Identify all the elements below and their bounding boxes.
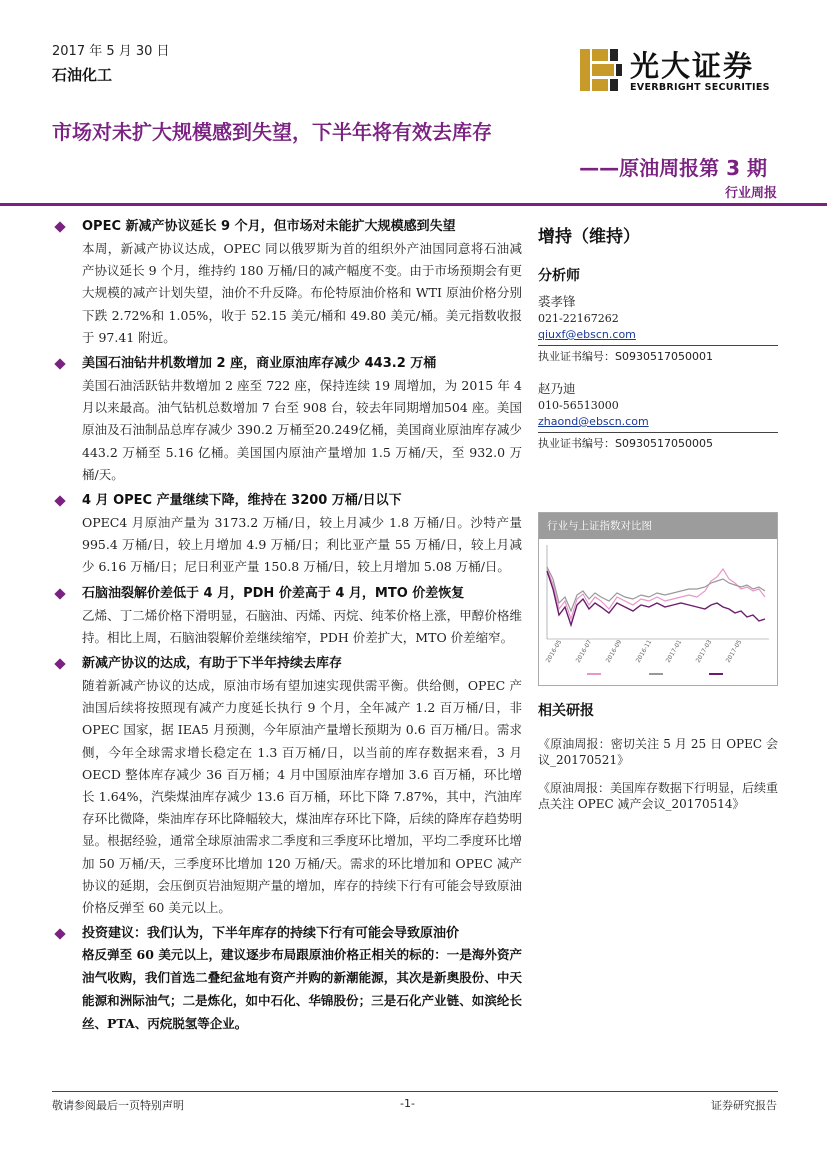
report-title: 市场对未扩大规模感到失望，下半年将有效去库存 xyxy=(52,120,492,144)
section-body: 美国石油活跃钻井数增加 2 座至 722 座，保持连续 19 周增加，为 2015 年 4 月以来最高。油气钻机总数增加 7 台至 908 台，较去年同期增加504 座。美国原油及石油制品总库存减少 390.2 万桶至20.249亿桶，美国商业原油库存减少 443.2 万桶至 5.16 亿桶。美国国内原油产量增加 1.5 万桶/天，至 932.0 万桶/天。 xyxy=(82,378,522,482)
analyst-phone: 010-56513000 xyxy=(538,399,619,412)
section-body: OPEC4 月原油产量为 3173.2 万桶/日，较上月减少 1.8 万桶/日。沙特产量 995.4 万桶/日，较上月增加 4.9 万桶/日；利比亚产量 55 万桶/日，较上月减少 6.16 万桶/日；尼日利亚产量 150.8 万桶/日，较上月增加 5.08 万桶/日。 xyxy=(82,515,522,575)
company-logo xyxy=(578,44,778,96)
index-comparison-chart xyxy=(538,512,778,686)
section-us-rigs xyxy=(52,353,522,486)
analyst-phone: 021-22167262 xyxy=(538,312,619,325)
diamond-bullet-icon xyxy=(54,221,65,232)
analysts-heading: 分析师 xyxy=(538,268,580,284)
section-heading: OPEC 新减产协议延长 9 个月，但市场对未能扩大规模感到失望 xyxy=(82,219,456,234)
section-body: 本周，新减产协议达成，OPEC 同以俄罗斯为首的组织外产油国同意将石油减产协议延长 9 个月，维持约 180 万桶/日的减产幅度不变。由于市场预期会有更大规模的减产计划失望，油价不升反降。布伦特原油价格和 WTI 原油价格分别下跌 2.72%和 1.05%，收于 52.15 美元/桶和 49.80 美元/桶。美元指数收报于 97.41 附近。 xyxy=(82,241,522,345)
section-heading: 石脑油裂解价差低于 4 月，PDH 价差高于 4 月，MTO 价差恢复 xyxy=(82,585,465,601)
divider xyxy=(538,432,778,433)
logo-text-cn: 光大证券 xyxy=(630,49,755,83)
header-divider xyxy=(0,203,827,206)
svg-text:2016-09: 2016-09 xyxy=(604,638,624,664)
svg-text:2017-05: 2017-05 xyxy=(724,638,744,664)
diamond-bullet-icon xyxy=(54,658,65,669)
analyst-cert: 执业证书编号：S0930517050005 xyxy=(538,437,713,450)
diamond-bullet-icon xyxy=(54,495,65,506)
svg-text:2016-07: 2016-07 xyxy=(574,638,594,664)
analyst-cert: 执业证书编号：S0930517050001 xyxy=(538,350,713,363)
logo-text-en: EVERBRIGHT SECURITIES xyxy=(630,82,770,93)
divider xyxy=(538,345,778,346)
svg-text:2016-11: 2016-11 xyxy=(634,638,654,664)
section-destocking xyxy=(52,653,522,919)
footer-divider xyxy=(52,1091,778,1092)
section-spreads xyxy=(52,583,522,649)
chart-title: 行业与上证指数对比图 xyxy=(539,513,777,539)
section-heading: 4 月 OPEC 产量继续下降，维持在 3200 万桶/日以下 xyxy=(82,493,402,509)
section-opec-agreement xyxy=(52,216,522,349)
rating: 增持（维持） xyxy=(538,227,640,247)
related-report-link[interactable]: 《原油周报：美国库存数据下行明显，后续重点关注 OPEC 减产会议_20170514》 xyxy=(538,781,779,811)
analyst-name: 裘孝锋 xyxy=(538,294,576,309)
analyst-card xyxy=(538,293,778,366)
section-body: 随着新减产协议的达成，原油市场有望加速实现供需平衡。供给侧，OPEC 产油国后续将按照现有减产力度延长执行 9 个月，全年减产 1.2 百万桶/日，非 OPEC 国家，据 IEA5 月预测，今年原油产量增长预期为 0.6 百万桶/日。需求侧，今年全球需求增长稳定在 1.3 百万桶/日，以当前的库存数据来看，3 月 OECD 整体库存减少 36 百万桶；4 月中国原油库存增加 3.6 百万桶，环比增长 1.64%，汽柴煤油库存减少 13.6 百万桶，环比下降 7.87%，其中，汽油库存环比微降，柴油库存环比降幅较大，煤油库存环比下降，后续的降库存趋势明显。根据经验，通常全球原油需求二季度和三季度环比增加，平均二季度环比增加 50 万桶/天，三季度环比增加 120 万桶/天。需求的环比增加和 OPEC 减产协议的延期，会压倒页岩油短期产量的增加，库存的持续下行有可能会导致原油价格反弹至 60 美元以上。 xyxy=(82,678,522,916)
analyst-email-link[interactable]: qiuxf@ebscn.com xyxy=(538,328,636,341)
chart-figure xyxy=(539,539,777,685)
section-body: 乙烯、丁二烯价格下滑明显，石脑油、丙烯、丙烷、纯苯价格上涨，甲醇价格维持。相比上周，石脑油裂解价差继续缩窄，PDH 价差扩大，MTO 价差缩窄。 xyxy=(82,607,522,645)
section-investment-advice xyxy=(52,923,522,1035)
diamond-bullet-icon xyxy=(54,358,65,369)
diamond-bullet-icon xyxy=(54,588,65,599)
section-heading: 投资建议：我们认为，下半年库存的持续下行有可能会导致原油价 xyxy=(82,926,460,942)
svg-text:2016-05: 2016-05 xyxy=(544,638,564,664)
section-heading: 美国石油钻井机数增加 2 座，商业原油库存减少 443.2 万桶 xyxy=(82,356,437,372)
sector-label: 石油化工 xyxy=(52,66,113,84)
analyst-email-link[interactable]: zhaond@ebscn.com xyxy=(538,415,649,428)
analyst-name: 赵乃迪 xyxy=(538,381,576,396)
section-opec-output xyxy=(52,490,522,579)
related-reports-heading: 相关研报 xyxy=(538,703,594,719)
svg-text:2017-03: 2017-03 xyxy=(694,638,714,664)
footer-doc-type: 证券研究报告 xyxy=(711,1099,777,1112)
main-content xyxy=(52,216,522,1039)
page-number: -1- xyxy=(400,1097,415,1110)
related-report-link[interactable]: 《原油周报：密切关注 5 月 25 日 OPEC 会议_20170521》 xyxy=(538,737,778,767)
diamond-bullet-icon xyxy=(54,929,65,940)
chart-line-sector xyxy=(547,567,765,611)
svg-text:2017-01: 2017-01 xyxy=(664,638,684,664)
logo-mark-icon xyxy=(578,47,624,93)
related-reports xyxy=(538,736,778,824)
section-body: 格反弹至 60 美元以上，建议逐步布局跟原油价格正相关的标的：一是海外资产油气收购，我们首选二叠纪盆地有资产并购的新潮能源，其次是新奥股份、中天能源和洲际油气；二是炼化，如中石化、华锦股份；三是石化产业链、如滨纶长丝、PTA、丙烷脱氢等企业。 xyxy=(82,947,522,1032)
sidebar xyxy=(538,222,778,453)
report-date: 2017 年 5 月 30 日 xyxy=(52,44,170,59)
footer-disclaimer: 敬请参阅最后一页特别声明 xyxy=(52,1099,184,1112)
report-subtitle: ——原油周报第 3 期 xyxy=(579,156,767,180)
analyst-card xyxy=(538,380,778,453)
section-heading: 新减产协议的达成，有助于下半年持续去库存 xyxy=(82,656,343,672)
report-type: 行业周报 xyxy=(724,186,777,201)
